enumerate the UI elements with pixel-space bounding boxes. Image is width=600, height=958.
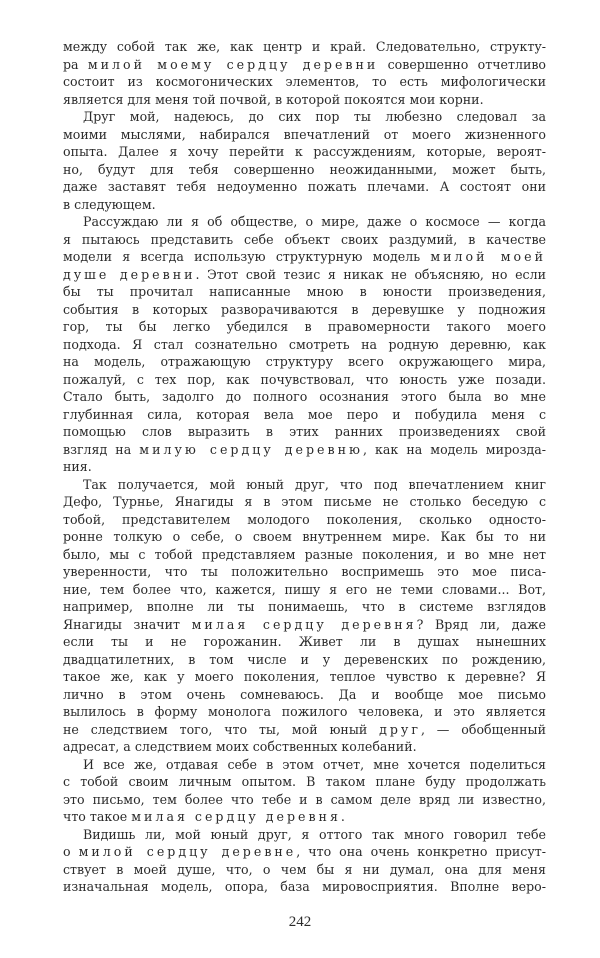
text-line: опыта. Далее я хочу перейти к рассуждениям, которые, вероят- [63,144,546,159]
text-line: ронне толкую о себе, о своем внутреннем мире. Как бы то ни [63,529,546,544]
text-line: глубинная сила, которая вела мое перо и побудила меня с [63,406,546,422]
text-line [63,843,546,861]
spaced-emphasis-text: милой сердцу деревне [78,844,297,859]
spaced-emphasis-text: милая сердцу деревня [191,616,417,632]
paragraph [63,826,546,896]
text-segment: , как на модель мироздa- [362,441,547,457]
book-page-text [63,38,546,896]
page-number: 242 [288,914,312,930]
text-line: это письмо, тем более что тебе и в самом деле вряд ли известно, [63,791,546,807]
text-line: тобой, представителем молодого поколения, сколько односто- [63,511,546,527]
text-segment: Янагиды значит [63,616,192,632]
text-segment: . Этот свой тезис я никак не объясняю, но если [195,266,546,282]
text-line: Видишь ли, мой юный друг, я оттого так много говорил тебе [83,826,546,842]
text-line: события в которых разворачиваются в деревушке у подножия [63,301,546,317]
text-line: адресат, а следствием моих собственных колебаний. [63,739,417,754]
text-line: с тобой своим личным опытом. В таком плане буду продолжать [63,774,546,789]
spaced-emphasis-text: милой моей [430,249,546,264]
text-line: ние, тем более что, кажется, пишу я его не теми словами... Вот, [63,581,546,597]
text-line: если ты и не горожанин. Живет ли в душах нынешних [63,634,546,649]
text-segment: совершенно отчетливо [378,56,547,72]
text-line: гор, ты бы легко убедился в правомерности такого моего [63,319,546,334]
text-line [63,248,546,266]
paragraph [63,108,546,213]
text-segment: что такое [63,809,132,824]
spaced-emphasis-text: друг [379,721,421,737]
text-line: двадцатилетних, в том числе и у деревенских по рождению, [63,651,546,667]
paragraph [63,213,546,476]
paragraph [63,756,546,826]
text-line: бы ты прочитал написанные мною в юности произведения, [63,284,546,299]
text-line [63,616,546,634]
text-segment: , что она очень конкретно присут- [296,844,546,859]
text-line [63,266,546,284]
text-segment: ра [63,56,88,72]
text-line: Рассуждаю ли я об обществе, о мире, даже о космосе — когда [83,214,546,229]
text-line: ствует в моей душе, что, о чем бы я ни думал, она для меня [63,861,546,877]
text-line: Друг мой, надеюсь, до сих пор ты любезно следовал за [83,109,546,124]
text-segment: , — обобщенный [420,721,546,737]
text-line: ния. [63,459,92,474]
text-line [63,808,546,826]
text-line: например, вполне ли ты понимаешь, что в системе взглядов [63,599,546,614]
text-line: я пытаюсь представить себе объект своих раздумий, в качестве [63,231,546,247]
text-line [63,56,546,74]
spaced-emphasis-text: душе деревни [63,266,196,282]
text-line: вылилось в форму монолога пожилого человека, и это является [63,704,546,719]
paragraph [63,38,546,108]
text-line: помощью слов выразить в этих ранних произведениях свой [63,424,546,439]
text-line: на модель, отражающую структуру всего окружающего мира, [63,354,546,369]
text-line: между собой так же, как центр и край. Следовательно, структу- [63,39,546,54]
text-line: такое же, как у моего поколения, теплое чувство к деревне? Я [63,669,546,684]
text-segment: модели я всегда использую структурную модель [63,249,431,264]
text-line: состоит из космогонических элементов, то есть мифологически [63,74,546,89]
text-line: уверенности, что ты положительно воспримешь это мое писа- [63,564,546,579]
text-line: в следующем. [63,196,156,212]
spaced-emphasis-text: милая сердцу деревня [131,809,341,824]
text-line: моими мыслями, набирался впечатлений от моего жизненного [63,126,546,142]
text-line: пожалуй, с тех пор, как почувствовал, что юность уже позади. [63,371,546,387]
text-line: лично в этом очень сомневаюсь. Да и вообще мое письмо [63,686,546,702]
text-line: даже заставят тебя недоуменно пожать плечами. А состоят они [63,179,546,194]
paragraph [63,476,546,756]
text-segment: не следствием того, что ты, мой юный [63,721,380,737]
text-segment: ? Вряд ли, даже [416,616,546,632]
text-line: но, будут для тебя совершенно неожиданными, может быть, [63,161,546,177]
text-line: было, мы с тобой представляем разные поколения, и во мне нет [63,546,546,562]
text-line: подхода. Я стал сознательно смотреть на родную деревню, как [63,336,546,352]
text-line: И все же, отдавая себе в этом отчет, мне хочется поделиться [83,756,546,772]
text-segment: . [340,809,345,824]
text-line: является для меня той почвой, в которой покоятся мои корни. [63,91,484,107]
text-line: Так получается, мой юный друг, что под впечатлением книг [83,476,546,492]
text-segment: о [63,844,79,859]
spaced-emphasis-text: милой моему сердцу деревни [87,56,379,72]
spaced-emphasis-text: милую сердцу деревню [139,441,363,457]
text-segment: взгляд на [63,441,140,457]
text-line: Дефо, Турнье, Янагиды я в этом письме не столько беседую с [63,494,546,509]
text-line [63,721,546,739]
text-line: Стало быть, задолго до полного осознания этого была во мне [63,389,546,404]
text-line: изначальная модель, опора, база мировосприятия. Вполне веро- [63,879,546,894]
text-line [63,441,546,459]
